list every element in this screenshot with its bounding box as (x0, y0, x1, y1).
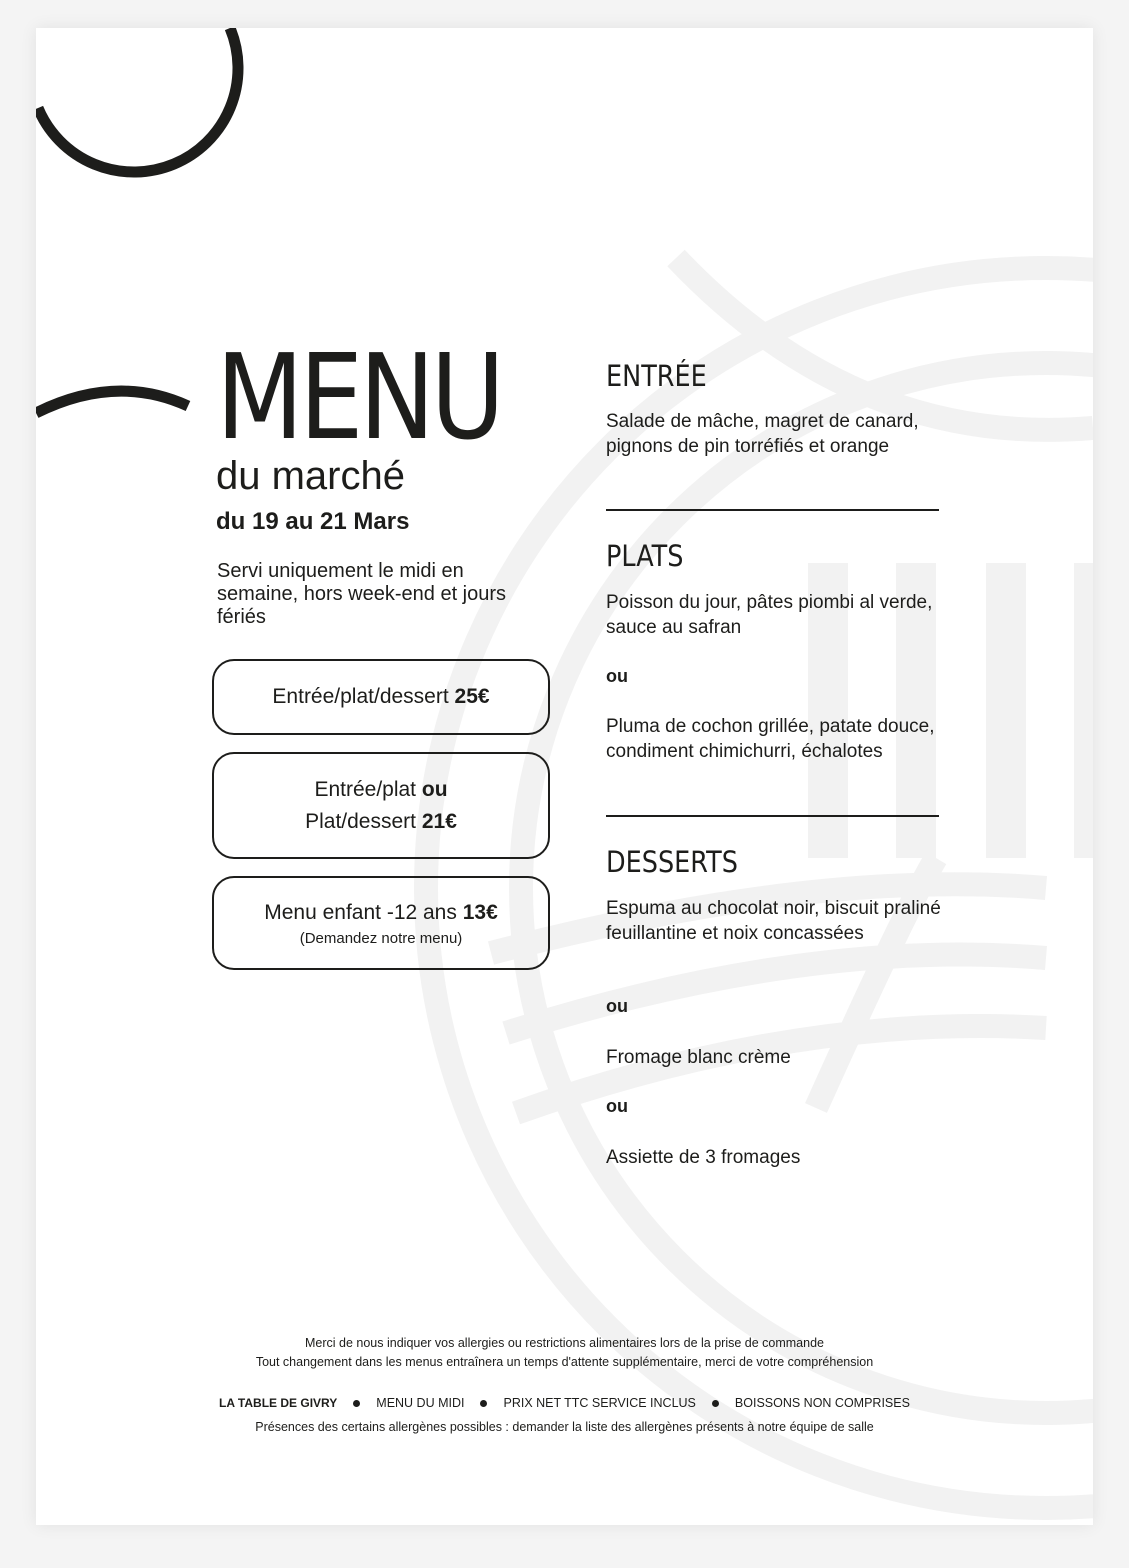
section-title-plats: PLATS (606, 539, 684, 573)
offer-note: (Demandez notre menu) (299, 930, 463, 947)
price-box-two-courses (212, 752, 550, 859)
offer-label: Menu enfant -12 ans (264, 901, 457, 924)
dish-plat-2: Pluma de cochon grillée, patate douce, condiment chimichurri, échalotes (606, 716, 935, 762)
price-box-kids-menu (212, 876, 550, 970)
legal-item: PRIX NET TTC SERVICE INCLUS (503, 1396, 696, 1410)
offer-line (272, 681, 489, 713)
dish-plat-1: Poisson du jour, pâtes piombi al verde, sauce au safran (606, 592, 933, 638)
dish-dessert-2: Fromage blanc crème (606, 1047, 791, 1068)
service-notice: Servi uniquement le midi en semaine, hors week-end et jours fériés (217, 560, 507, 628)
legal-item: MENU DU MIDI (376, 1396, 465, 1410)
offer-price: 13€ (462, 901, 498, 924)
section-title-entree: ENTRÉE (606, 359, 707, 393)
offer-label: Entrée/plat/dessert (272, 685, 449, 708)
bullet-icon (353, 1400, 360, 1407)
menu-dates: du 19 au 21 Mars (216, 508, 410, 535)
offer-price: 25€ (454, 685, 490, 708)
section-title-desserts: DESSERTS (606, 845, 738, 879)
restaurant-name: LA TABLE DE GIVRY (219, 1396, 338, 1410)
allergy-request: Merci de nous indiquer vos allergies ou restrictions alimentaires lors de la prise de commande (305, 1336, 824, 1350)
menu-page (36, 28, 1093, 1525)
or-label: ou (606, 996, 628, 1016)
legal-strip (36, 1394, 1093, 1412)
dish-dessert-1: Espuma au chocolat noir, biscuit praliné feuillantine et noix concassées (606, 898, 941, 944)
price-box-full-menu (212, 659, 550, 735)
offer-line (305, 806, 457, 838)
menu-subtitle: du marché (216, 454, 405, 498)
offer-price: 21€ (421, 809, 457, 833)
legal-item: BOISSONS NON COMPRISES (734, 1396, 910, 1410)
allergen-notice: Présences des certains allergènes possibles : demander la liste des allergènes présents à notre équipe de salle (255, 1420, 874, 1434)
offer-label: Plat/dessert (305, 809, 416, 833)
dish-dessert-3: Assiette de 3 fromages (606, 1147, 801, 1168)
offer-conjunction: ou (421, 777, 448, 801)
menu-title: MENU (216, 328, 501, 466)
arc-decoration-icon (36, 28, 1093, 1525)
section-divider (606, 509, 939, 511)
bullet-icon (712, 1400, 719, 1407)
dish-entree: Salade de mâche, magret de canard, pignons de pin torréfiés et orange (606, 411, 919, 457)
offer-line (264, 897, 498, 929)
section-divider (606, 815, 939, 817)
offer-label: Entrée/plat (314, 777, 417, 801)
change-notice: Tout changement dans les menus entraînera un temps d'attente supplémentaire, merci de votre compréhension (255, 1355, 874, 1369)
or-label: ou (606, 666, 628, 686)
offer-line (314, 774, 447, 806)
bullet-icon (480, 1400, 487, 1407)
or-label: ou (606, 1096, 628, 1116)
